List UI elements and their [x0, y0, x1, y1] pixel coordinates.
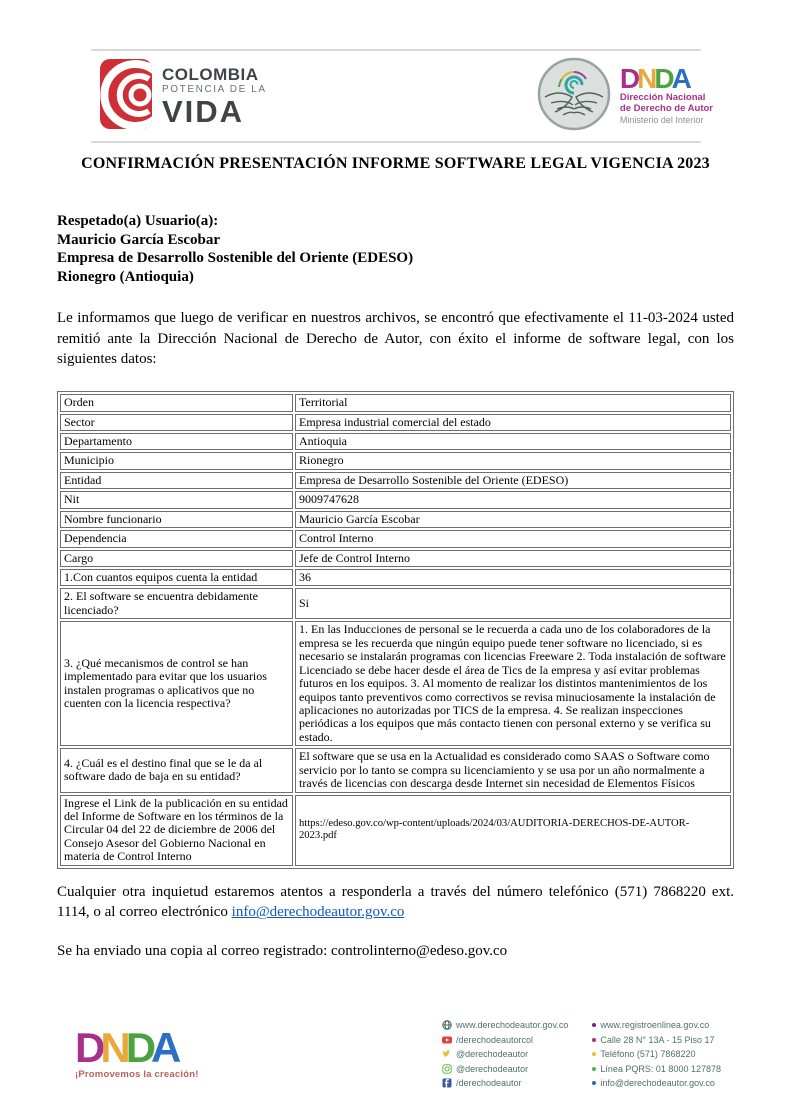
- instagram-icon: [442, 1064, 452, 1074]
- footer-link-text: @derechodeautor: [455, 1049, 529, 1060]
- dnda-letter-a: A: [151, 1024, 177, 1072]
- dnda-letter-a: A: [671, 63, 689, 95]
- list-item: [592, 1047, 721, 1062]
- field-label: 1.Con cuantos equipos cuenta la entidad: [60, 569, 293, 586]
- colombia-word: COLOMBIA: [162, 64, 259, 84]
- intro-paragraph: Le informamos que luego de verificar en nuestros archivos, se encontró que efectivamente el 11-03-2024 usted remitió ante la Dirección Nacional de Derecho de Autor, con éxito el informe de software legal, con los siguientes datos:: [57, 310, 734, 368]
- recipient-salutation: Respetado(a) Usuario(a):: [57, 213, 219, 229]
- colombia-logo: [100, 59, 267, 134]
- table-row-orden: [60, 394, 731, 411]
- footer-info-text: info@derechodeautor.gov.co: [600, 1078, 715, 1089]
- field-value: 36: [295, 569, 731, 586]
- table-row-link-publicacion: [60, 795, 731, 866]
- bullet-icon: [592, 1081, 596, 1085]
- field-value: 1. En las Inducciones de personal se le recuerda a cada uno de los colaboradores de la empresa se les recuerda que ningún equipo puede tener software no licenciado, si es necesario se instalarán programas con licencias Freeware 2. Toda instalación de software Licenciado se debe hacer desde el área de Tics de la empresa y así evitar problemas futuros en los equipos. 3. Al momento de realizar los distintos mantenimientos de los equipos tanto preventivos como correctivos se revisa minuciosamente la instalación de aplicaciones no autorizadas por TICS de la empresa. 4. Se realizan inspecciones periódicas a los equipos que más contacto tienen con personal externo y se verifica su estado.: [295, 621, 731, 746]
- dnda-letter-n: N: [637, 63, 655, 95]
- recipient-city: Rionegro (Antioquia): [57, 268, 194, 285]
- table-row-destino-final: [60, 748, 731, 792]
- dnda-letter-d1: D: [75, 1024, 101, 1072]
- dnda-ministry: Ministerio del Interior: [619, 115, 704, 126]
- footer-info-text: Teléfono (571) 7868220: [600, 1049, 696, 1060]
- list-item: [442, 1018, 568, 1033]
- footer-link-text: /derechodeautorcol: [455, 1034, 534, 1045]
- footer: [75, 1018, 721, 1091]
- dnda-letter-d2: D: [125, 1024, 152, 1072]
- list-item: [442, 1047, 568, 1062]
- table-row-municipio: [60, 452, 731, 469]
- table-row-departamento: [60, 433, 731, 450]
- recipient-name: Mauricio García Escobar: [57, 231, 221, 248]
- field-label: 2. El software se encuentra debidamente licenciado?: [60, 588, 293, 619]
- field-value: Si: [295, 588, 731, 619]
- field-value: Empresa de Desarrollo Sostenible del Oriente (EDESO): [295, 472, 731, 489]
- dnda-letters: [619, 63, 713, 95]
- bullet-icon: [592, 1052, 596, 1056]
- field-label: 4. ¿Cuál es el destino final que se le da al software dado de baja en su entidad?: [60, 748, 293, 792]
- table-row-mecanismos-control: [60, 621, 731, 746]
- dnda-letter-n: N: [100, 1024, 126, 1072]
- header-bottom-divider: [91, 141, 701, 143]
- masthead: [0, 51, 791, 141]
- field-value: Antioquia: [295, 433, 731, 450]
- document-title: CONFIRMACIÓN PRESENTACIÓN INFORME SOFTWARE LEGAL VIGENCIA 2023: [81, 155, 710, 172]
- list-item: [442, 1062, 568, 1077]
- list-item: [592, 1062, 721, 1077]
- bullet-icon: [592, 1023, 596, 1027]
- dnda-name-line2: de Derecho de Autor: [619, 103, 713, 115]
- bullet-icon: [592, 1038, 596, 1042]
- contact-email-link[interactable]: info@derechodeautor.gov.co: [231, 904, 405, 921]
- field-value: Jefe de Control Interno: [295, 550, 731, 567]
- list-item: [592, 1076, 721, 1091]
- recipient-block: [57, 212, 734, 286]
- field-label: Cargo: [60, 550, 293, 567]
- list-item: [442, 1033, 568, 1048]
- table-row-nit: [60, 491, 731, 508]
- field-label: Municipio: [60, 452, 293, 469]
- field-label: Entidad: [60, 472, 293, 489]
- list-item: [592, 1033, 721, 1048]
- table-row-licenciado: [60, 588, 731, 619]
- table-row-entidad: [60, 472, 731, 489]
- field-label: 3. ¿Qué mecanismos de control se han implementado para evitar que los usuarios instalen programas o aplicativos que no cuenten con la licencia respectiva?: [60, 621, 293, 746]
- report-data-table: [57, 391, 734, 869]
- field-label: Dependencia: [60, 530, 293, 547]
- dnda-name-line1: Dirección Nacional: [619, 92, 706, 104]
- table-row-equipos: [60, 569, 731, 586]
- footer-info-column: [592, 1018, 721, 1091]
- table-row-dependencia: [60, 530, 731, 547]
- footer-info-text: Línea PQRS: 01 8000 127878: [600, 1063, 721, 1074]
- closing-text: Cualquier otra inquietud estaremos atentos a responderla a través del número telefónico (571) 7868220 ext. 1114, o al correo electrónico: [57, 883, 734, 921]
- globe-icon: [442, 1020, 452, 1030]
- footer-contact-columns: [442, 1018, 721, 1091]
- footer-info-text: www.registroenlinea.gov.co: [600, 1020, 710, 1031]
- field-value: Rionegro: [295, 452, 731, 469]
- field-value: El software que se usa en la Actualidad es considerado como SAAS o Software como servicio por lo tanto se compra su licenciamiento y se usa por un año normalmente a través de licencias con descarga desde Internet sin necesidad de Elementos Físicos: [295, 748, 731, 792]
- field-value: 9009747628: [295, 491, 731, 508]
- dnda-tagline: ¡Promovemos la creación!: [75, 1068, 199, 1080]
- footer-link-text: www.derechodeautor.gov.co: [455, 1020, 569, 1031]
- field-label: Ingrese el Link de la publicación en su entidad del Informe de Software en los términos de la Circular 04 del 22 de diciembre de 2006 del Consejo Asesor del Gobierno Nacional en materia de Control Interno: [60, 795, 293, 866]
- dnda-letter-d2: D: [654, 63, 672, 95]
- field-value: Mauricio García Escobar: [295, 511, 731, 528]
- colombia-vida: VIDA: [162, 93, 245, 129]
- facebook-icon: [442, 1078, 452, 1088]
- field-label: Nit: [60, 491, 293, 508]
- field-value: Territorial: [295, 394, 731, 411]
- document-page: [0, 49, 791, 1089]
- table-row-sector: [60, 414, 731, 431]
- dnda-wordmark: [619, 63, 713, 126]
- colombia-slogan: POTENCIA DE LA: [162, 83, 267, 95]
- copy-note: Se ha enviado una copia al correo registrado: controlinterno@edeso.gov.co: [57, 943, 508, 960]
- dnda-footer-logo: [75, 1024, 205, 1080]
- table-row-nombre-funcionario: [60, 511, 731, 528]
- closing-paragraph: [57, 882, 734, 923]
- footer-info-text: Calle 28 N° 13A - 15 Piso 17: [600, 1034, 715, 1045]
- report-url: https://edeso.gov.co/wp-content/uploads/2024/03/AUDITORIA-DERECHOS-DE-AUTOR-2023.pdf: [295, 795, 731, 866]
- colombia-badge-icon: [100, 59, 152, 134]
- twitter-icon: [442, 1049, 452, 1059]
- field-label: Orden: [60, 394, 293, 411]
- table-row-cargo: [60, 550, 731, 567]
- dnda-footer-letters: [75, 1024, 205, 1072]
- youtube-icon: [442, 1035, 452, 1045]
- footer-link-text: /derechodeautor: [455, 1078, 522, 1089]
- field-label: Nombre funcionario: [60, 511, 293, 528]
- field-label: Sector: [60, 414, 293, 431]
- bullet-icon: [592, 1067, 596, 1071]
- recipient-entity: Empresa de Desarrollo Sostenible del Oriente (EDESO): [57, 250, 414, 266]
- list-item: [592, 1018, 721, 1033]
- list-item: [442, 1076, 568, 1091]
- dnda-header-logos: [537, 57, 713, 136]
- dnda-letter-d1: D: [619, 63, 638, 95]
- footer-social-column: [442, 1018, 568, 1091]
- field-value: Control Interno: [295, 530, 731, 547]
- dnda-emblem-icon: [537, 57, 611, 136]
- field-label: Departamento: [60, 433, 293, 450]
- colombia-wordmark: [162, 66, 267, 127]
- footer-link-text: @derechodeautor: [455, 1063, 529, 1074]
- field-value: Empresa industrial comercial del estado: [295, 414, 731, 431]
